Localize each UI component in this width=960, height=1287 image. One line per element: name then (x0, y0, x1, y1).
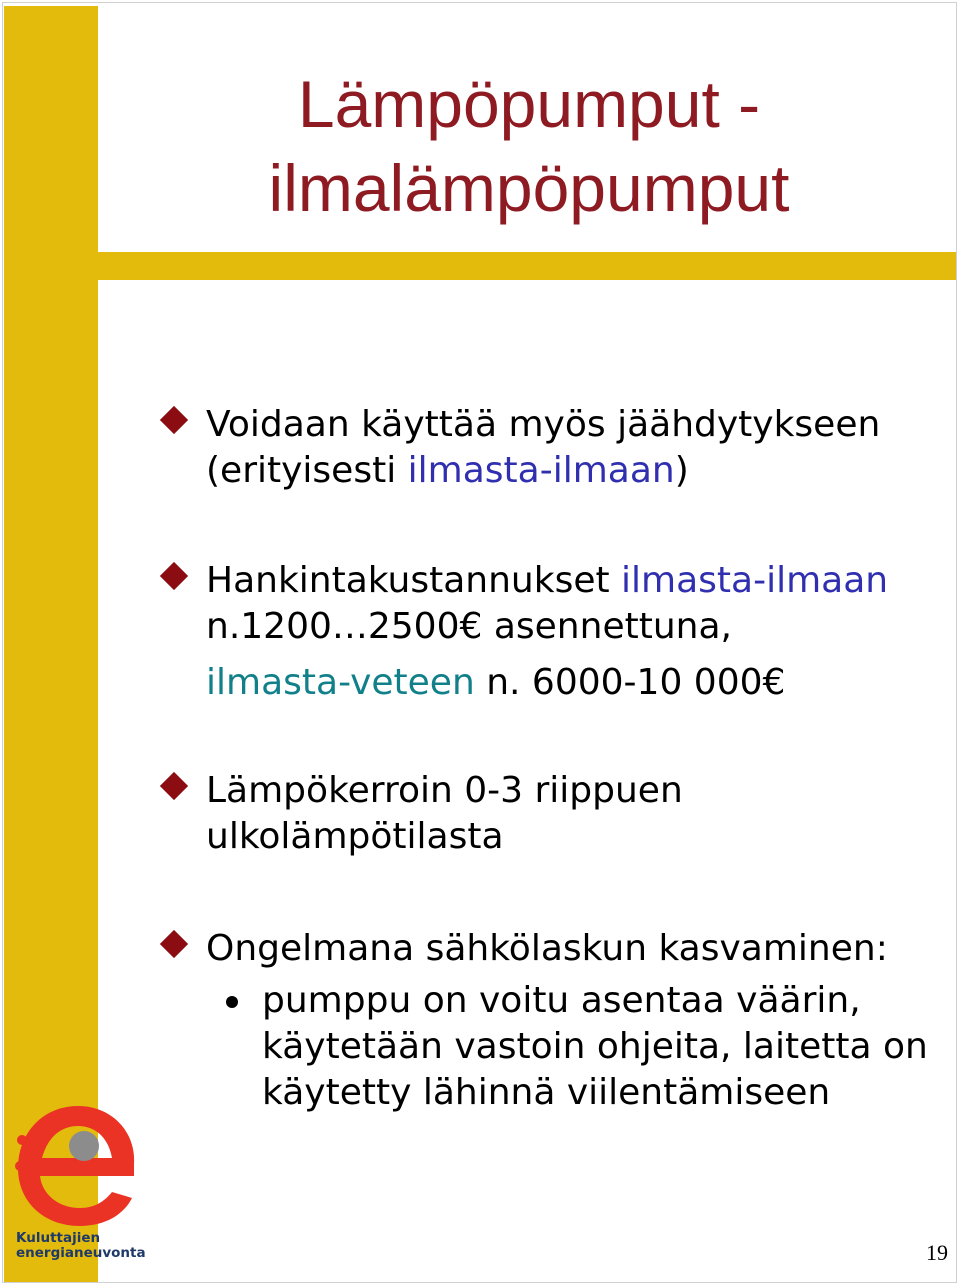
diamond-bullet-icon (160, 930, 188, 958)
text-segment: ) (674, 450, 689, 491)
highlight-air-to-air: ilmasta-ilmaan (407, 450, 675, 491)
diamond-bullet-icon (160, 772, 188, 800)
bullet-list (158, 402, 948, 1116)
diamond-bullet-icon (160, 406, 188, 434)
bullet-item-cooling (158, 402, 948, 494)
logo-e-shape (18, 1106, 134, 1226)
text-segment: Hankintakustannukset (206, 560, 622, 601)
logo-text-line-2: energianeuvonta (16, 1245, 146, 1261)
bullet-item-costs (158, 558, 948, 706)
sub-bullet-text-line: käytetty lähinnä viilentämiseen (262, 1072, 831, 1113)
round-bullet-icon (226, 996, 238, 1008)
highlight-air-to-air: ilmasta-ilmaan (621, 560, 889, 601)
logo-gray-dot (69, 1131, 99, 1161)
title-line-2: ilmalämpöpumput (268, 151, 790, 225)
bullet-text-line: Lämpökerroin 0-3 riippuen (206, 770, 683, 811)
page-number: 19 (926, 1240, 948, 1265)
text-segment: (erityisesti (206, 450, 408, 491)
bullet-text-line: ulkolämpötilasta (206, 816, 504, 857)
bullet-text-line: Voidaan käyttää myös jäähdytykseen (206, 404, 881, 445)
bullet-item-cop (158, 768, 948, 860)
sub-bullet-item (158, 978, 948, 1116)
sub-bullet-text-line: pumppu on voitu asentaa väärin, (262, 980, 861, 1021)
slide-title (98, 62, 960, 230)
diamond-bullet-icon (160, 562, 188, 590)
bullet-text-line (206, 660, 948, 706)
logo-red-dot-top (17, 1135, 27, 1145)
bullet-item-problems (158, 926, 948, 972)
bullet-text-line (206, 558, 948, 604)
text-segment: n. 6000-10 000€ (474, 662, 786, 703)
bullet-text-line: n.1200…2500€ asennettuna, (206, 606, 732, 647)
bullet-text-line (206, 448, 948, 494)
highlight-air-to-water: ilmasta-veteen (206, 662, 475, 703)
bullet-text-line: Ongelmana sähkölaskun kasvaminen: (206, 928, 888, 969)
title-line-1: Lämpöpumput - (297, 67, 761, 141)
left-accent-band (4, 6, 101, 1282)
logo-text-line-1: Kuluttajien (16, 1230, 101, 1246)
title-underline-bar (98, 252, 956, 280)
sub-bullet-text-line: käytetään vastoin ohjeita, laitetta on (262, 1026, 928, 1067)
logo-red-dot-bottom (15, 1161, 25, 1171)
